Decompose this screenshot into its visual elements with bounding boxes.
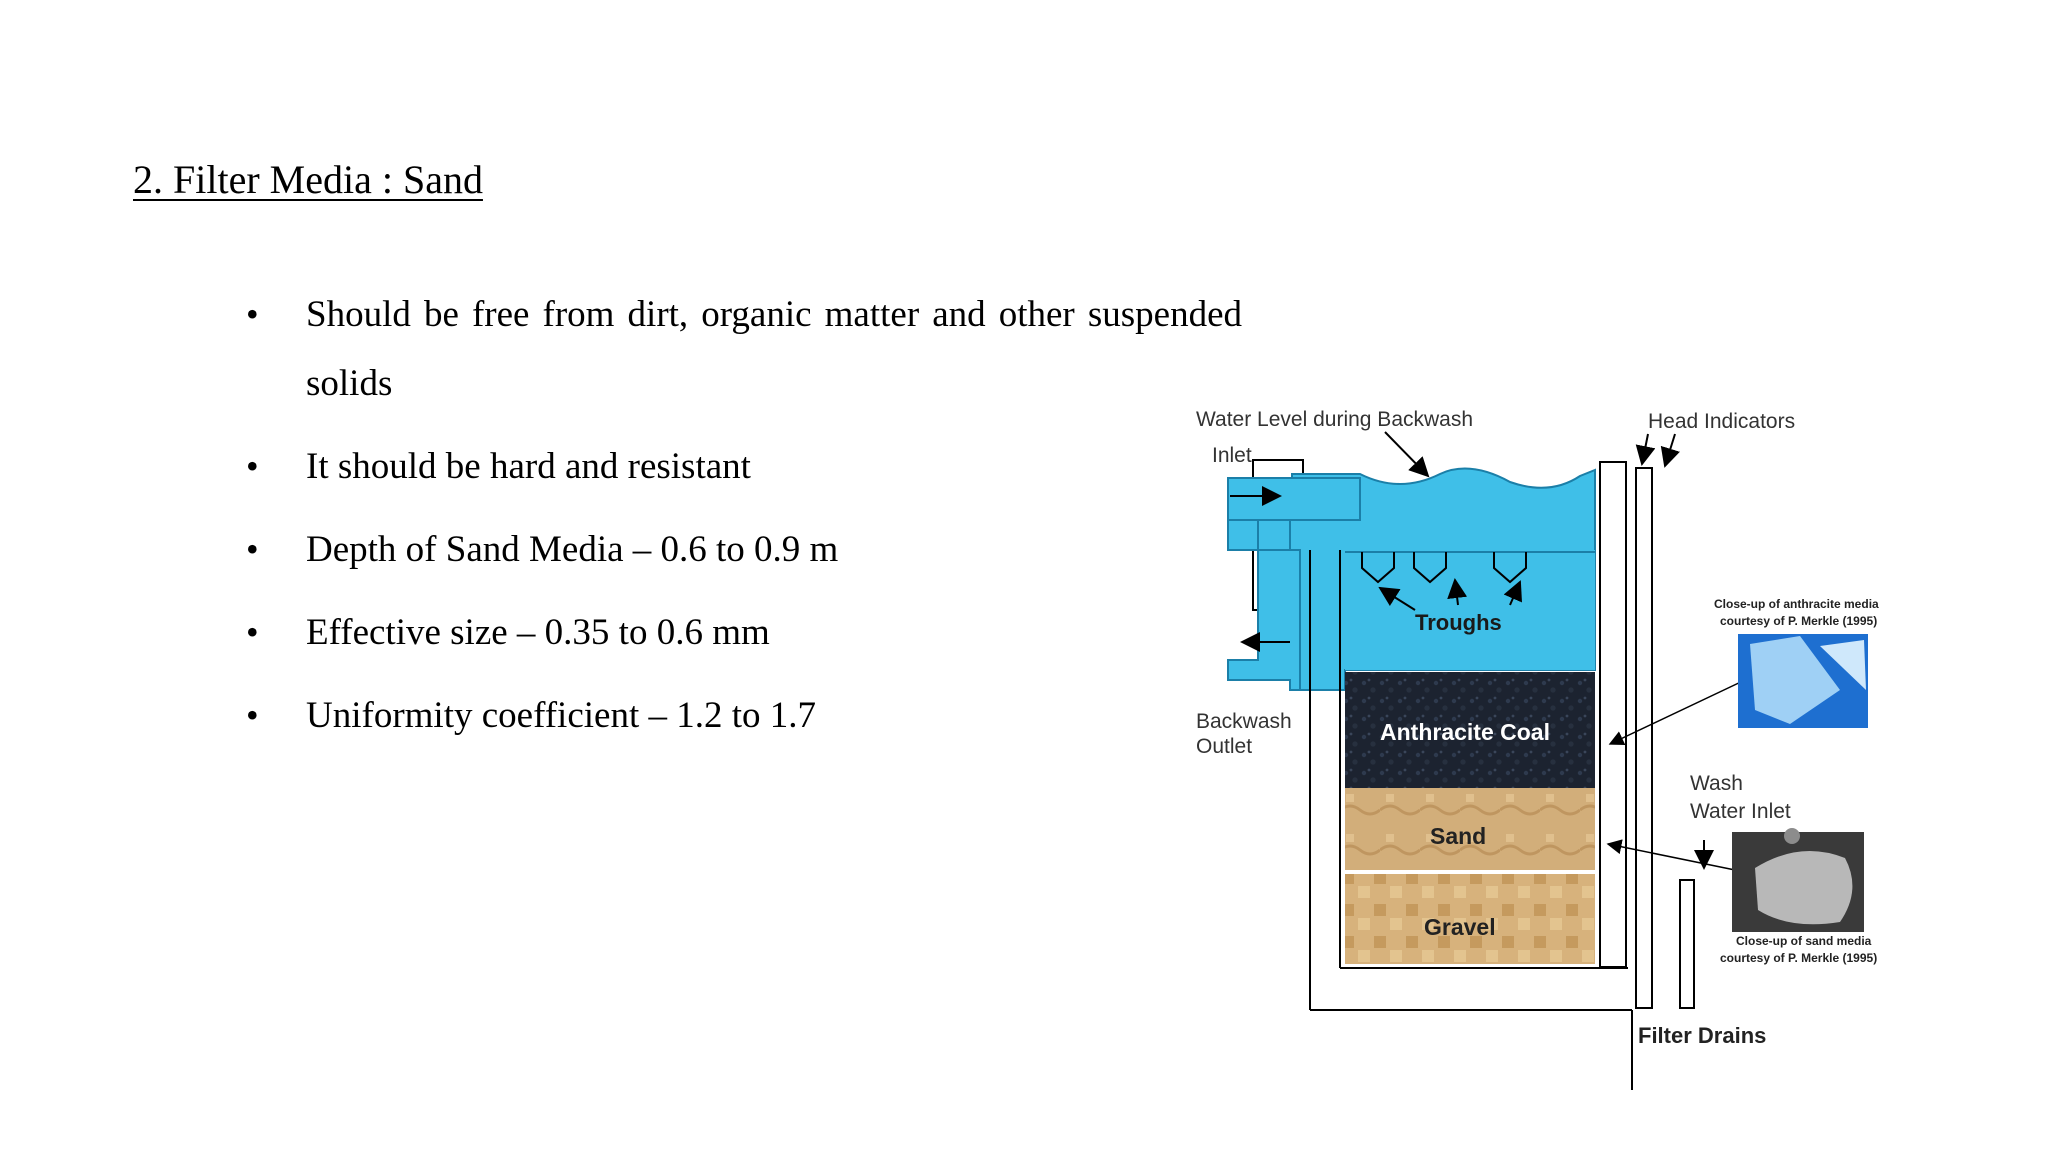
sand-caption-1: Close-up of sand media bbox=[1736, 934, 1872, 948]
backwash-outlet-label-2: Outlet bbox=[1196, 735, 1253, 758]
filter-diagram bbox=[1180, 390, 2048, 1152]
troughs-label: Troughs bbox=[1415, 610, 1502, 635]
head-indicator-tubes bbox=[1600, 462, 1694, 1008]
wash-water-label-1: Wash bbox=[1690, 772, 1743, 795]
bullet-text: Depth of Sand Media – 0.6 to 0.9 m bbox=[306, 529, 839, 570]
bullet-icon: • bbox=[246, 612, 259, 652]
bullet-icon: • bbox=[246, 529, 259, 569]
bullet-icon: • bbox=[246, 695, 259, 735]
list-item bbox=[246, 598, 1242, 667]
list-item bbox=[246, 515, 1242, 584]
inlet-label: Inlet bbox=[1212, 444, 1252, 467]
bullet-text: Uniformity coefficient – 1.2 to 1.7 bbox=[306, 695, 817, 736]
head-arrow-1 bbox=[1642, 434, 1648, 464]
list-item bbox=[246, 280, 1242, 418]
slide-title: 2. Filter Media : Sand bbox=[133, 157, 483, 202]
sand-caption-2: courtesy of P. Merkle (1995) bbox=[1720, 951, 1878, 965]
bullet-icon: • bbox=[246, 294, 259, 334]
sand-pointer bbox=[1608, 844, 1735, 870]
filter-drains-label: Filter Drains bbox=[1638, 1023, 1767, 1048]
bullet-list bbox=[246, 280, 1242, 764]
anthracite-pointer bbox=[1610, 680, 1745, 744]
inlet-pipe bbox=[1228, 478, 1360, 520]
gravel-label: Gravel bbox=[1424, 914, 1496, 940]
anthracite-label: Anthracite Coal bbox=[1380, 719, 1550, 745]
water-level-arrow bbox=[1385, 432, 1428, 476]
wash-water-label-2: Water Inlet bbox=[1690, 800, 1791, 823]
anthracite-photo bbox=[1738, 634, 1868, 728]
bullet-text: It should be hard and resistant bbox=[306, 446, 751, 487]
head-indicators-label: Head Indicators bbox=[1648, 410, 1796, 433]
list-item bbox=[246, 432, 1242, 501]
sand-photo bbox=[1732, 828, 1864, 932]
anthracite-caption-1: Close-up of anthracite media bbox=[1714, 597, 1879, 611]
bullet-text: Should be free from dirt, organic matter and other suspended solids bbox=[306, 294, 1242, 404]
sand-label: Sand bbox=[1430, 823, 1487, 849]
bullet-icon: • bbox=[246, 446, 259, 486]
head-arrow-2 bbox=[1665, 434, 1675, 466]
anthracite-caption-2: courtesy of P. Merkle (1995) bbox=[1720, 614, 1878, 628]
water-level-label: Water Level during Backwash bbox=[1196, 408, 1474, 431]
list-item bbox=[246, 681, 1242, 750]
backwash-pipe bbox=[1228, 550, 1300, 690]
bullet-text: Effective size – 0.35 to 0.6 mm bbox=[306, 612, 770, 653]
backwash-outlet-label-1: Backwash bbox=[1196, 710, 1292, 733]
